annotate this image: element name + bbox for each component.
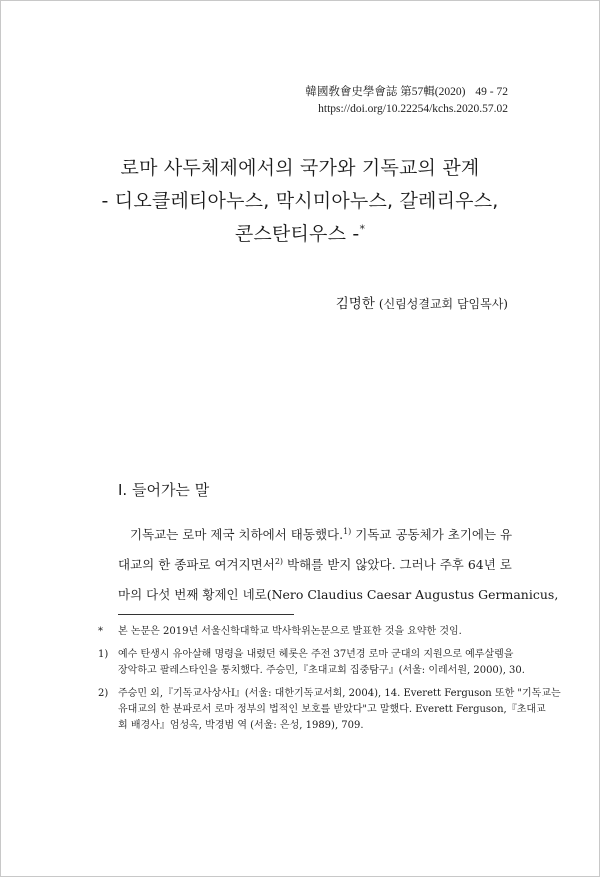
- footnote-mark: 1): [98, 649, 109, 660]
- paper-title: [0, 152, 600, 251]
- body-line-3: 마의 다섯 번째 황제인 네로(Nero Claudius Caesar Augustus Germanicus,: [118, 587, 559, 602]
- title-line-3: 콘스탄티우스 -*: [234, 222, 366, 245]
- footnote-text: 회 배경사』엄성옥, 박경범 역 (서울: 은성, 1989), 709.: [118, 720, 364, 731]
- footnote-ref-2[interactable]: 2): [274, 556, 284, 566]
- footnote-ref-1[interactable]: 1): [343, 526, 352, 536]
- title-line-2: - 디오클레티아누스, 막시미아누스, 갈레리우스,: [101, 190, 499, 212]
- journal-citation: [305, 84, 508, 101]
- page-range: 49 - 72: [475, 86, 508, 98]
- footnote-text: 본 논문은 2019년 서울신학대학교 박사학위논문으로 발표한 것을 요약한 것임.: [118, 626, 462, 637]
- title-line-1: 로마 사두체제에서의 국가와 기독교의 관계: [120, 157, 480, 179]
- author-name: 김명한: [335, 296, 375, 312]
- footnote-text: 장악하고 팔레스타인을 통치했다. 주승민,『초대교회 집중탐구』(서울: 이레서원, 2000), 30.: [118, 665, 525, 676]
- journal-header: [305, 84, 508, 118]
- footnote-star: [98, 624, 502, 640]
- footnote-mark: 2): [98, 688, 109, 699]
- footnote-1: [98, 647, 525, 679]
- body-line-1: 기독교는 로마 제국 치하에서 태동했다.$^{1)}$ 기독교 공동체가 초기에는 유: [130, 526, 513, 542]
- body-line-2: 대교의 한 종파로 여겨지면서$^{2)}$ 박해를 받지 않았다. 그러나 주후 64년 로: [118, 556, 512, 572]
- footnote-text: 예수 탄생시 유아살해 명령을 내렸던 헤롯은 주전 37년경 로마 군대의 지원으로 예루살렘을: [118, 649, 514, 660]
- footnote-2: [98, 686, 561, 734]
- doi-link[interactable]: https://doi.org/10.22254/kchs.2020.57.02: [318, 103, 508, 115]
- footnote-divider: [118, 614, 294, 615]
- footnotes: [98, 624, 561, 741]
- journal-name: 韓國敎會史學會誌 第57輯(2020): [305, 86, 466, 98]
- footnote-text: 유대교의 한 분파로서 로마 정부의 법적인 보호를 받았다"고 말했다. Everett Ferguson,『초대교: [118, 704, 546, 715]
- author-affiliation: (신림성결교회 담임목사): [378, 297, 508, 311]
- footnote-text: 주승민 외,『기독교사상사Ⅰ』(서울: 대한기독교서회, 2004), 14. Everett Ferguson 또한 "기독교는: [118, 688, 561, 699]
- title-footnote-marker[interactable]: *: [359, 222, 366, 236]
- section-heading: I. 들어가는 말: [118, 481, 210, 499]
- body-paragraph: [118, 520, 559, 610]
- author-byline: [336, 292, 508, 312]
- footnote-mark: *: [98, 626, 103, 637]
